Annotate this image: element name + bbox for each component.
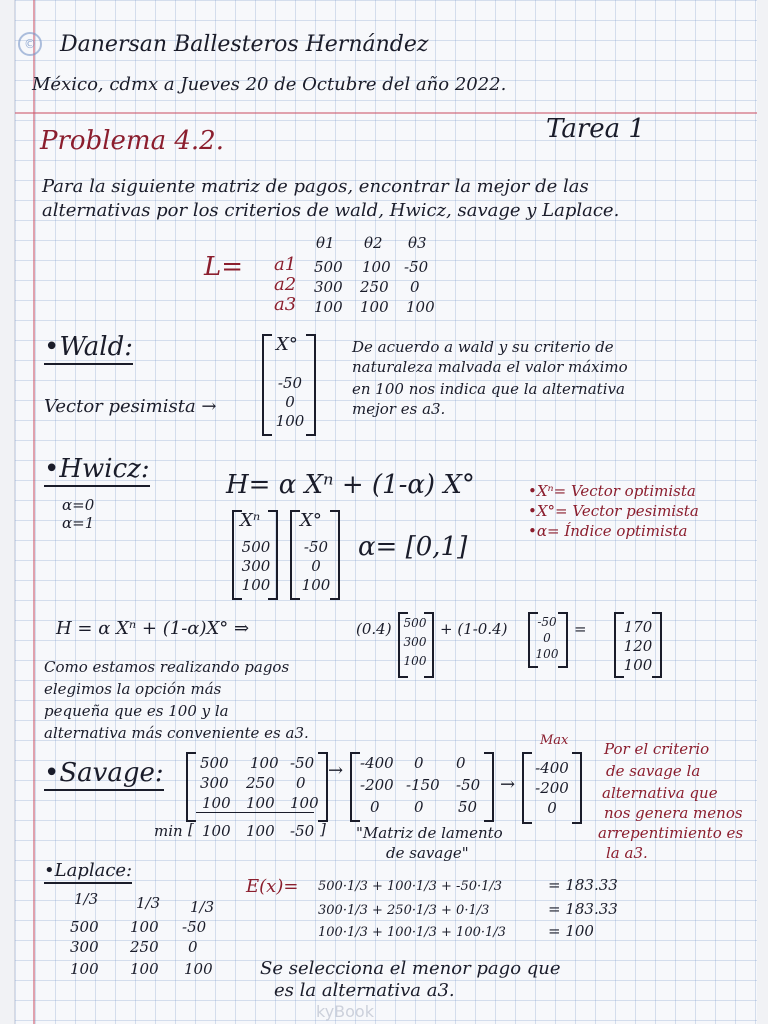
savage-side-6: la a3. bbox=[606, 844, 648, 862]
hurwicz-note-4: alternativa más conveniente es a3. bbox=[44, 724, 309, 742]
reg-02: 0 bbox=[456, 754, 466, 772]
savage-max-vector bbox=[526, 758, 578, 818]
calc-v1-2: 100 bbox=[403, 654, 427, 668]
laplace-eq-2: 300·1/3 + 250·1/3 + 0·1/3 bbox=[318, 903, 490, 918]
calc-v1-1: 300 bbox=[403, 635, 427, 649]
sav-min-2: -50 bbox=[290, 822, 315, 840]
cell-a1-t2: 100 bbox=[362, 258, 391, 276]
lap-w-0: 1/3 bbox=[74, 890, 99, 908]
calc-v2-0: -50 bbox=[537, 615, 557, 629]
author-name: Danersan Ballesteros Hernández bbox=[60, 32, 429, 57]
lap-m-22: 100 bbox=[184, 960, 213, 978]
calc-v2 bbox=[530, 614, 564, 662]
wald-vector-header: X° bbox=[276, 334, 298, 355]
savage-min-label: min bbox=[154, 822, 183, 840]
wald-vector-label: Vector pesimista → bbox=[44, 396, 217, 417]
lap-m-11: 250 bbox=[130, 938, 159, 956]
lap-w-1: 1/3 bbox=[136, 894, 161, 912]
regret-bracket-left bbox=[350, 752, 360, 822]
sav-m-01: 100 bbox=[250, 754, 279, 772]
reg-20: 0 bbox=[370, 798, 380, 816]
hurwicz-calc-formula: H = α Xⁿ + (1-α)X° ⇒ bbox=[56, 618, 250, 639]
xn-2: 100 bbox=[241, 576, 271, 594]
laplace-res-1: = 183.33 bbox=[548, 876, 618, 894]
wald-explain-1: De acuerdo a wald y su criterio de bbox=[352, 338, 614, 356]
cell-a2-t1: 300 bbox=[314, 278, 343, 296]
wald-explain-2: naturaleza malvada el valor máximo bbox=[352, 358, 628, 376]
theta-1: θ1 bbox=[316, 234, 335, 252]
xo-header: X° bbox=[300, 510, 322, 531]
sav-min-0: 100 bbox=[202, 822, 231, 840]
reg-12: -50 bbox=[456, 776, 481, 794]
cell-a2-t3: 0 bbox=[410, 278, 420, 296]
savage-min-open: [ bbox=[188, 820, 194, 838]
wald-title: •Wald: bbox=[44, 334, 133, 360]
task-label: Tarea 1 bbox=[546, 114, 645, 144]
hurwicz-note-2: elegimos la opción más bbox=[44, 680, 222, 698]
legend-pesimista: •X°= Vector pesimista bbox=[528, 502, 699, 520]
legend-optimista: •Xⁿ= Vector optimista bbox=[528, 482, 696, 500]
alpha-one: α=1 bbox=[62, 514, 95, 532]
left-margin-line bbox=[33, 0, 35, 1024]
reg-00: -400 bbox=[360, 754, 394, 772]
regret-caption-1: "Matriz de lamento bbox=[356, 824, 503, 842]
matrix-label: L= bbox=[204, 252, 244, 282]
savage-side-1: Por el criterio bbox=[604, 740, 710, 758]
regret-bracket-right bbox=[484, 752, 494, 822]
cell-a2-t2: 250 bbox=[360, 278, 389, 296]
savage-min-close: ] bbox=[320, 820, 326, 838]
statement-line-2: alternativas por los criterios de wald, Hwicz, savage y Laplace. bbox=[42, 200, 620, 221]
xn-vector bbox=[234, 538, 278, 595]
alpha-range: α= [0,1] bbox=[358, 532, 468, 562]
cell-a1-t3: -50 bbox=[404, 258, 429, 276]
top-margin-line bbox=[15, 112, 757, 114]
calc-v2-1: 0 bbox=[543, 631, 551, 645]
calc-alpha: (0.4) bbox=[356, 620, 392, 638]
theta-3: θ3 bbox=[408, 234, 427, 252]
savage-arrow-1: → bbox=[328, 760, 344, 781]
place-date: México, cdmx a Jueves 20 de Octubre del año 2022. bbox=[32, 74, 507, 95]
wald-vec-2: 100 bbox=[275, 412, 305, 430]
max-0: -400 bbox=[535, 759, 569, 777]
cell-a1-t1: 500 bbox=[314, 258, 343, 276]
laplace-res-2: = 183.33 bbox=[548, 900, 618, 918]
sav-m-22: 100 bbox=[290, 794, 319, 812]
sav-min-1: 100 bbox=[246, 822, 275, 840]
reg-01: 0 bbox=[414, 754, 424, 772]
sav-m-02: -50 bbox=[290, 754, 315, 772]
xo-2: 100 bbox=[301, 576, 331, 594]
laplace-eq-3: 100·1/3 + 100·1/3 + 100·1/3 bbox=[318, 925, 506, 940]
lap-w-2: 1/3 bbox=[190, 898, 215, 916]
xn-0: 500 bbox=[241, 538, 271, 556]
regret-caption-2: de savage" bbox=[386, 844, 469, 862]
sav-m-00: 500 bbox=[200, 754, 229, 772]
alpha-zero: α=0 bbox=[62, 496, 95, 514]
reg-21: 0 bbox=[414, 798, 424, 816]
savage-title: •Savage: bbox=[44, 760, 164, 786]
cell-a3-t3: 100 bbox=[406, 298, 435, 316]
alt-a3: a3 bbox=[274, 294, 297, 315]
legend-indice: •α= Índice optimista bbox=[528, 522, 688, 540]
reg-10: -200 bbox=[360, 776, 394, 794]
xo-vector bbox=[294, 538, 338, 595]
lap-m-20: 100 bbox=[70, 960, 99, 978]
result-2: 100 bbox=[623, 656, 653, 674]
savage-max-label: Max bbox=[540, 733, 569, 748]
wald-vec-0: -50 bbox=[277, 374, 303, 392]
watermark: kyBook bbox=[316, 1002, 374, 1021]
calc-v1 bbox=[400, 614, 430, 671]
lap-m-21: 100 bbox=[130, 960, 159, 978]
calc-equals: = bbox=[574, 620, 587, 638]
lap-m-00: 500 bbox=[70, 918, 99, 936]
hurwicz-note-3: pequeña que es 100 y la bbox=[44, 702, 229, 720]
savage-min-underline bbox=[196, 812, 314, 813]
hurwicz-note-1: Como estamos realizando pagos bbox=[44, 658, 290, 676]
lap-m-10: 300 bbox=[70, 938, 99, 956]
xn-header: Xⁿ bbox=[240, 510, 261, 531]
savage-side-3: alternativa que bbox=[602, 784, 718, 802]
alt-a1: a1 bbox=[274, 254, 297, 275]
lap-m-02: -50 bbox=[182, 918, 207, 936]
laplace-conclusion-2: es la alternativa a3. bbox=[274, 980, 455, 1001]
cell-a3-t2: 100 bbox=[360, 298, 389, 316]
xo-0: -50 bbox=[303, 538, 329, 556]
cell-a3-t1: 100 bbox=[314, 298, 343, 316]
laplace-conclusion-1: Se selecciona el menor pago que bbox=[260, 958, 561, 979]
savage-arrow-2: → bbox=[500, 774, 516, 795]
wald-explain-4: mejor es a3. bbox=[352, 400, 446, 418]
lap-m-12: 0 bbox=[188, 938, 198, 956]
max-2: 0 bbox=[547, 799, 557, 817]
sav-m-21: 100 bbox=[246, 794, 275, 812]
sav-m-11: 250 bbox=[246, 774, 275, 792]
savage-side-5: arrepentimiento es bbox=[598, 824, 744, 842]
calc-v2-2: 100 bbox=[535, 647, 559, 661]
result-0: 170 bbox=[623, 618, 653, 636]
wald-vec-1: 0 bbox=[285, 393, 295, 411]
xo-1: 0 bbox=[311, 557, 321, 575]
copyright-icon: © bbox=[18, 32, 42, 56]
sav-m-12: 0 bbox=[296, 774, 306, 792]
savage-side-4: nos genera menos bbox=[604, 804, 743, 822]
problem-title: Problema 4.2. bbox=[40, 126, 224, 156]
max-1: -200 bbox=[535, 779, 569, 797]
sav-m-10: 300 bbox=[200, 774, 229, 792]
laplace-title: •Laplace: bbox=[44, 862, 132, 880]
hurwicz-title: •Hwicz: bbox=[44, 456, 150, 482]
wald-vector bbox=[270, 374, 310, 431]
calc-v1-0: 500 bbox=[403, 616, 427, 630]
wald-explain-3: en 100 nos indica que la alternativa bbox=[352, 380, 625, 398]
laplace-eq-1: 500·1/3 + 100·1/3 + -50·1/3 bbox=[318, 879, 503, 894]
reg-22: 50 bbox=[458, 798, 478, 816]
xn-1: 300 bbox=[241, 557, 271, 575]
theta-2: θ2 bbox=[364, 234, 383, 252]
reg-11: -150 bbox=[406, 776, 440, 794]
hurwicz-formula: H= α Xⁿ + (1-α) X° bbox=[226, 470, 475, 500]
alt-a2: a2 bbox=[274, 274, 297, 295]
lap-m-01: 100 bbox=[130, 918, 159, 936]
laplace-res-3: = 100 bbox=[548, 922, 594, 940]
result-vector bbox=[618, 618, 658, 675]
sav-m-20: 100 bbox=[202, 794, 231, 812]
calc-one-minus-alpha: + (1-0.4) bbox=[440, 620, 508, 638]
result-1: 120 bbox=[623, 637, 653, 655]
savage-side-2: de savage la bbox=[606, 762, 701, 780]
savage-matrix-bracket-left bbox=[186, 752, 196, 822]
laplace-ex-label: E(x)= bbox=[246, 876, 299, 897]
statement-line-1: Para la siguiente matriz de pagos, encontrar la mejor de las bbox=[42, 176, 589, 197]
savage-matrix-bracket-right bbox=[318, 752, 328, 822]
